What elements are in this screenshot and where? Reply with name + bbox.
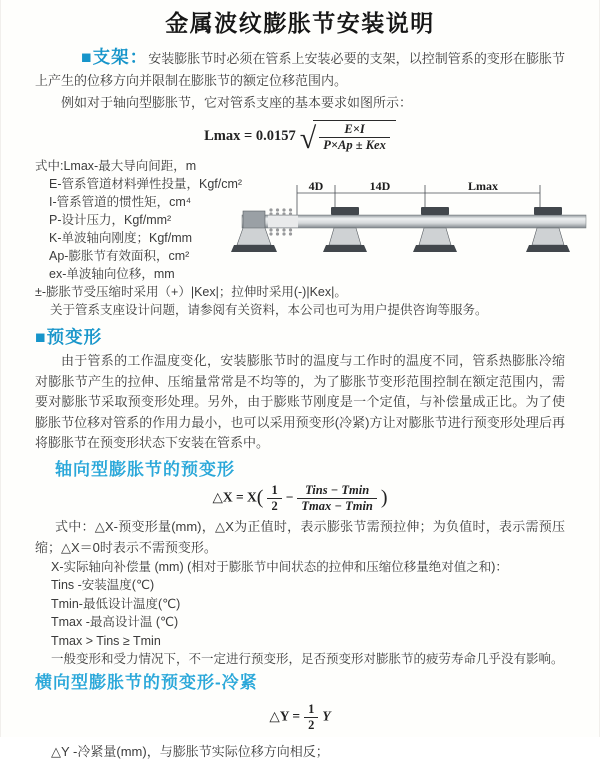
formula-lhs: △Y =	[269, 708, 301, 724]
service-note: 关于管系支座设计问题，请参阅有关资料，本公司也可为用户提供咨询等服务。	[50, 303, 488, 317]
bellows	[268, 208, 298, 235]
support-intro-paragraph	[35, 46, 565, 92]
lateral-note: △Y -冷紧量(mm)，与膨胀节实际位移方向相反；	[51, 743, 329, 759]
lmax-formula	[35, 120, 565, 153]
half-fraction	[267, 483, 281, 514]
dim-label-14d: 14D	[369, 179, 391, 193]
variable-definition: K-单波轴向刚度；Kgf/mm	[49, 231, 193, 245]
variable-definitions-block	[35, 157, 565, 319]
axial-definitions-block	[35, 558, 565, 669]
variable-definition: P-设计压力，Kgf/mm²	[49, 213, 172, 227]
dim-label-lmax: Lmax	[468, 179, 498, 193]
half-fraction	[304, 702, 318, 733]
pipe-support	[413, 207, 457, 252]
fraction-numerator: 1	[304, 702, 318, 718]
variable-definition: ex-单波轴向位移，mm	[49, 267, 175, 281]
page-title: 金属波纹膨胀节安装说明	[165, 10, 435, 36]
predeform-section-heading: ■预变形	[35, 327, 103, 347]
temperature-fraction	[297, 483, 376, 514]
fraction-denominator: 2	[271, 498, 278, 513]
lateral-subheading: 横向型膨胀节的预变形-冷紧	[35, 672, 258, 692]
sign-note: ±-膨胀节受压缩时采用（+）|Kex|；拉伸时采用(-)|Kex|。	[35, 285, 347, 299]
radical-sign: √	[299, 121, 317, 155]
dim-label-4d: 4D	[308, 179, 324, 193]
fraction-denominator: Tmax − Tmin	[301, 498, 373, 513]
definition-line: 一般变形和受力情况下，不一定进行预变形，足否预变形对膨胀节的疲劳寿命几乎没有影响。	[51, 652, 564, 666]
formula-rhs: Y	[322, 708, 331, 724]
fraction-denominator: P×Ap ± Kex	[323, 138, 386, 152]
variable-definition: I-管系管道的惯性矩，cm⁴	[49, 195, 192, 209]
pipe-support-diagram	[240, 179, 592, 263]
fraction-numerator: Tins − Tmin	[297, 483, 376, 499]
predeform-paragraph: 由于管系的工作温度变化，安装膨胀节时的温度与工作时的温度不同，管系热膨胀冷缩对膨胀节产生的拉伸、压缩量常常是不均等的，为了膨胀节变形范围控制在额定范围内，需要对膨胀节采取预变形处理。另外，由于膨账节刚度是一个定值，与补偿量成正比。为了使膨胀节位移对管系的作用力最小，也可以采用预变形(冷紧)方让对膨胀节进行预变形处理后再将膨胀节在预变形状态下安装在管系中。	[35, 353, 565, 450]
pipe-support	[526, 207, 570, 252]
definition-line: Tins -安装温度(℃)	[51, 578, 155, 592]
definition-line: Tmax -最高设计温 (℃)	[51, 615, 179, 629]
formula-lhs: Lmax = 0.0157	[204, 127, 296, 144]
definition-line: Tmin-最低设计温度(℃)	[51, 596, 181, 611]
axial-formula	[35, 483, 565, 514]
definition-line: Tmax > Tins ≥ Tmin	[51, 633, 161, 648]
fraction	[319, 122, 390, 153]
fraction-numerator: 1	[267, 483, 281, 499]
formula-lhs: △X = X	[212, 489, 257, 505]
lateral-formula	[35, 702, 565, 733]
open-paren: (	[256, 486, 264, 509]
support-example-line: 例如对于轴向型膨胀节，它对管系支座的基本要求如图所示：	[61, 95, 413, 110]
axial-where-paragraph: 式中：△X-预变形量(mm)，△X为正值时，表示膨张节需预拉伸；为负值时，表示需预压缩；△X＝0时表示不需预变形。	[35, 518, 565, 555]
axial-subheading: 轴向型膨胀节的预变形	[55, 459, 235, 479]
pipe-support	[323, 207, 367, 252]
close-paren: )	[380, 486, 388, 509]
support-intro-text: 安装膨胀节时必须在管系上安装必要的支架，以控制管系的变形在膨胀节上产生的位移方向并限制在膨胀节的额定位移范围内。	[35, 51, 565, 88]
variable-definition: E-管系管道材料弹性投量，Kgf/cm²	[49, 177, 243, 191]
document-content	[1, 0, 599, 760]
fraction-numerator: E×I	[319, 122, 390, 138]
radicand	[313, 120, 396, 153]
support-section-heading: ■支架：	[81, 47, 149, 67]
definition-line: X-实际轴向补偿量 (mm) (相对于膨胀节中间状态的拉伸和压缩位移量绝对值之和)：	[51, 559, 508, 574]
minus-sign: −	[285, 489, 294, 505]
variable-definition: Ap-膨胀节有效面积，cm²	[49, 249, 190, 263]
fraction-denominator: 2	[308, 717, 315, 732]
where-label: 式中:Lmax-最大导向间距，m	[35, 159, 197, 173]
